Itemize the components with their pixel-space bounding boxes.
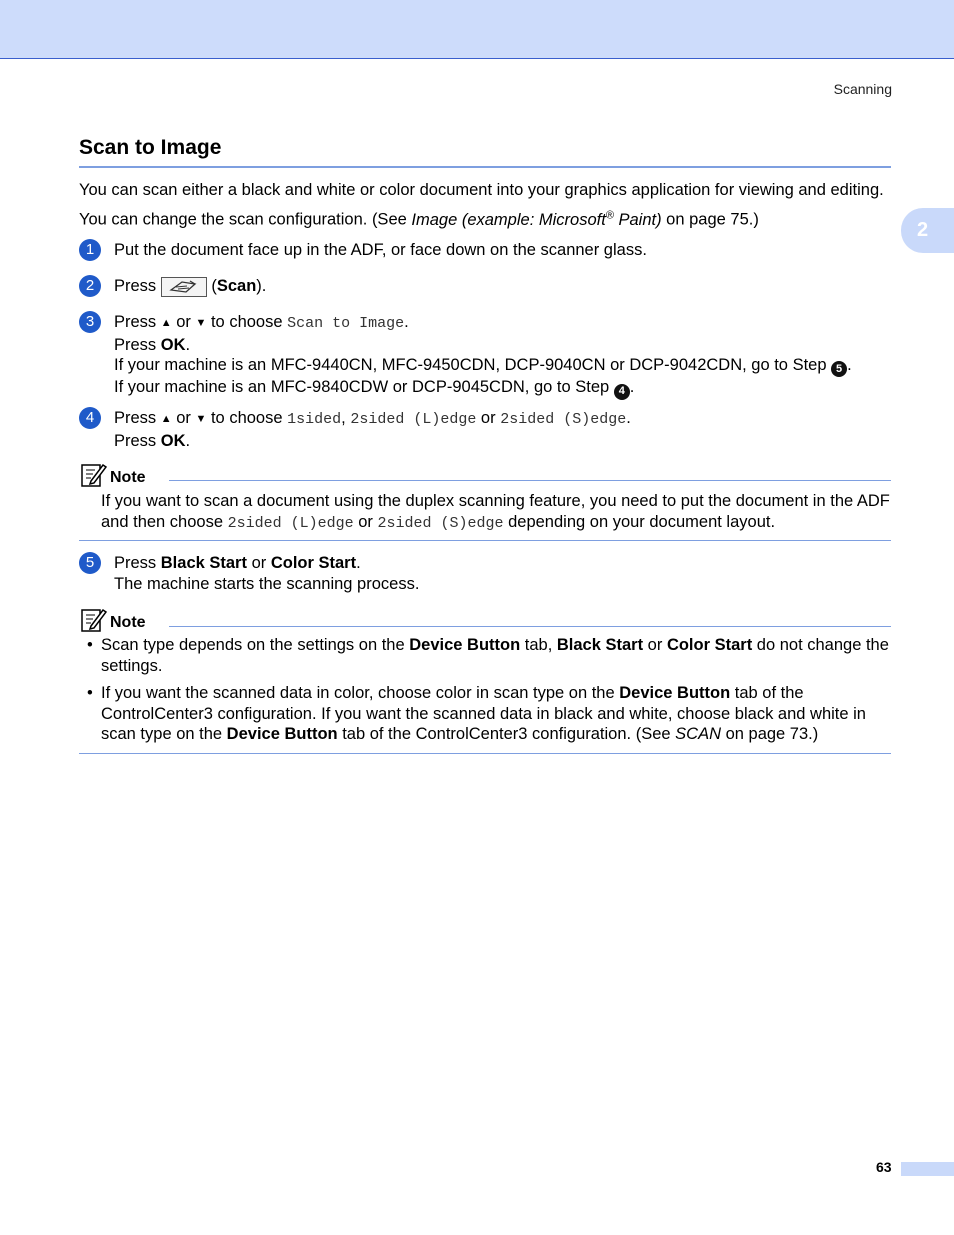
note-label: Note: [110, 469, 146, 486]
step-ref-4[interactable]: 4: [614, 384, 630, 400]
step-3-text: Press ▲ or ▼ to choose Scan to Image. Press OK. If your machine is an MFC-9440CN, MFC-9450CDN, DCP-9040CN or DCP-9042CDN, go to Step 5 . If your machine is an MFC-9840CDW or DCP-9045CDN, go to Step 4 .: [114, 312, 894, 400]
note-header-rule: [169, 626, 891, 627]
scan-key-icon: [161, 277, 207, 297]
note-box-2: Note • Scan type depends on the settings on the Device Button tab, Black Start or Color Start do not change the settings. • If you want the scanned data in color, choose color in scan type on the Device Button tab of the ControlCenter3 configuration. If you want the scanned data in black and white, choose black and white in scan type on the Device Button tab of the ControlCenter3 configuration. (See SCAN on page 73.): [79, 607, 891, 757]
note-pencil-icon: [81, 607, 107, 633]
step-1-text: Put the document face up in the ADF, or face down on the scanner glass.: [114, 241, 647, 259]
step-ref-5[interactable]: 5: [831, 361, 847, 377]
step-4-text: Press ▲ or ▼ to choose 1sided, 2sided (L)edge or 2sided (S)edge. Press OK.: [114, 409, 631, 450]
note-pencil-icon: [81, 462, 107, 488]
step-number-3: 3: [79, 311, 101, 333]
note-1-text: If you want to scan a document using the duplex scanning feature, you need to put the document in the ADF and then choose 2sided (L)edge or 2sided (S)edge depending on your document layout.: [101, 492, 890, 532]
scan-link[interactable]: SCAN: [675, 725, 721, 743]
step-2-text: Press (Scan).: [114, 277, 267, 295]
top-color-band: [0, 0, 954, 59]
up-arrow-icon: ▲: [160, 413, 172, 425]
step-5-text: Press Black Start or Color Start. The machine starts the scanning process.: [114, 554, 420, 593]
note-bottom-rule: [79, 540, 891, 541]
step-number-5: 5: [79, 552, 101, 574]
intro-paragraph: You can scan either a black and white or color document into your graphics application for viewing and editing. You can change the scan configuration. (See Image (example: Microsoft® Paint) on page 75.): [79, 181, 884, 229]
section-title: Scan to Image: [79, 136, 222, 159]
up-arrow-icon: ▲: [160, 317, 172, 329]
step-number-1: 1: [79, 239, 101, 261]
down-arrow-icon: ▼: [195, 317, 207, 329]
note-header-rule: [169, 480, 891, 481]
step-number-4: 4: [79, 407, 101, 429]
step-number-2: 2: [79, 275, 101, 297]
down-arrow-icon: ▼: [195, 413, 207, 425]
note-box-1: [79, 462, 891, 542]
chapter-tab[interactable]: 2: [901, 208, 954, 253]
page-number: 63: [876, 1159, 892, 1175]
note-label: Note: [110, 614, 146, 631]
running-head: Scanning: [833, 81, 892, 97]
note-bottom-rule: [79, 753, 891, 754]
title-rule: [79, 166, 891, 168]
lcd-option: Scan to Image: [287, 315, 405, 332]
intro-link[interactable]: Image (example: Microsoft® Paint): [411, 209, 662, 229]
page-number-block: [901, 1162, 954, 1176]
